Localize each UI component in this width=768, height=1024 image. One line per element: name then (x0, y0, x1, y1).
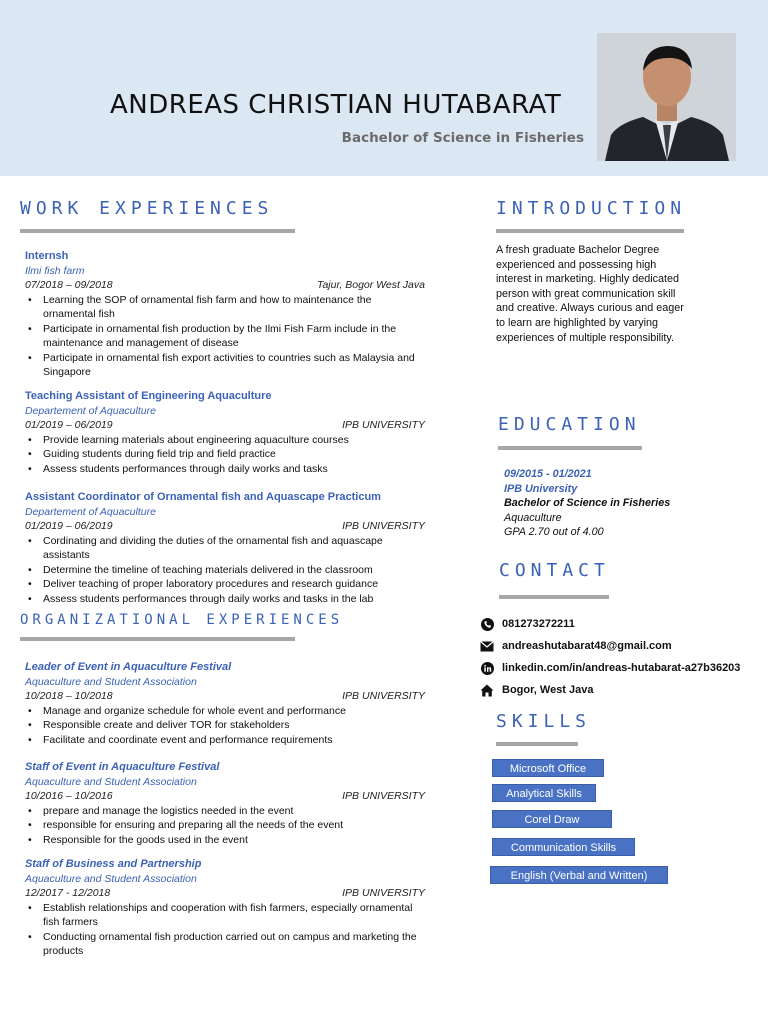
entry-bullets (25, 804, 425, 848)
contact-title: CONTACT (499, 560, 610, 581)
home-icon (480, 683, 494, 697)
entry-date: 01/2019 – 06/2019 (25, 419, 113, 431)
entry-bullets (25, 534, 425, 607)
entry-meta (25, 789, 425, 804)
bullet-item: • Responsible for the goods used in the event (25, 833, 425, 848)
entry-location: Tajur, Bogor West Java (317, 279, 425, 291)
bullet-item: • Establish relationships and cooperation with fish farmers, especially ornamental fish farmers (25, 901, 425, 930)
bullet-item: • Participate in ornamental fish export activities to countries such as Malaysia and Singapore (25, 351, 425, 380)
entry-organization: Departement of Aquaculture (25, 404, 156, 417)
intro-title-rule (496, 229, 684, 233)
candidate-degree: Bachelor of Science in Fisheries (341, 130, 584, 146)
entry-date: 01/2019 – 06/2019 (25, 520, 113, 532)
work-entry (25, 490, 425, 606)
bullet-item: • Manage and organize schedule for whole event and performance (25, 704, 425, 719)
contact-location (480, 683, 594, 697)
bullet-item: • Learning the SOP of ornamental fish farm and how to maintenance the ornamental fish (25, 293, 425, 322)
entry-location: IPB UNIVERSITY (342, 887, 425, 899)
entry-date: 10/2016 – 10/2016 (25, 790, 113, 802)
education-date: 09/2015 - 01/2021 (504, 468, 592, 480)
contact-linkedin (480, 661, 740, 675)
entry-title: Staff of Event in Aquaculture Festival (25, 761, 220, 773)
org-entry (25, 660, 425, 747)
entry-bullets (25, 704, 425, 748)
entry-organization: Departement of Aquaculture (25, 505, 156, 518)
bullet-item: • Deliver teaching of proper laboratory procedures and research guidance (25, 577, 425, 592)
introduction-title: INTRODUCTION (496, 198, 687, 219)
org-entry (25, 760, 425, 847)
entry-title: Teaching Assistant of Engineering Aquaculture (25, 390, 272, 402)
education-title: EDUCATION (498, 414, 641, 435)
education-school: IPB University (504, 482, 578, 495)
skills-title: SKILLS (496, 711, 592, 732)
entry-location: IPB UNIVERSITY (342, 419, 425, 431)
phone-icon (480, 617, 494, 631)
entry-meta (25, 886, 425, 901)
education-title-rule (498, 446, 642, 450)
contact-email (480, 639, 672, 653)
entry-location: IPB UNIVERSITY (342, 690, 425, 702)
location-text: Bogor, West Java (502, 684, 594, 696)
entry-bullets (25, 901, 425, 959)
linkedin-icon (480, 661, 494, 675)
bullet-item: • Conducting ornamental fish production carried out on campus and marketing the products (25, 930, 425, 959)
skill-badge: Microsoft Office (492, 759, 604, 777)
education-major: Aquaculture (504, 511, 562, 524)
bullet-item: • prepare and manage the logistics needed in the event (25, 804, 425, 819)
skill-badge: Analytical Skills (492, 784, 596, 802)
education-gpa: GPA 2.70 out of 4.00 (504, 526, 604, 539)
entry-title: Staff of Business and Partnership (25, 858, 202, 870)
profile-photo (597, 33, 736, 161)
entry-title: Leader of Event in Aquaculture Festival (25, 661, 232, 673)
entry-organization: Aquaculture and Student Association (25, 872, 197, 885)
skill-badge: Communication Skills (492, 838, 635, 856)
candidate-name: ANDREAS CHRISTIAN HUTABARAT (110, 90, 562, 120)
entry-meta (25, 418, 425, 433)
entry-organization: Aquaculture and Student Association (25, 775, 197, 788)
bullet-item: • Assess students performances through daily works and tasks in the lab (25, 592, 425, 607)
entry-date: 12/2017 - 12/2018 (25, 887, 111, 899)
bullet-item: • Provide learning materials about engineering aquaculture courses (25, 433, 425, 448)
work-entry (25, 389, 425, 476)
bullet-item: • Participate in ornamental fish production by the Ilmi Fish Farm include in the maintenance and management of disease (25, 322, 425, 351)
entry-date: 10/2018 – 10/2018 (25, 690, 113, 702)
contact-title-rule (499, 595, 609, 599)
entry-bullets (25, 433, 425, 477)
linkedin-url[interactable]: linkedin.com/in/andreas-hutabarat-a27b36203 (502, 662, 741, 674)
envelope-icon (480, 639, 494, 653)
entry-title: Assistant Coordinator of Ornamental fish and Aquascape Practicum (25, 491, 381, 503)
bullet-item: • Responsible create and deliver TOR for stakeholders (25, 718, 425, 733)
education-block (504, 467, 670, 540)
bullet-item: • Cordinating and dividing the duties of the ornamental fish and aquascape assistants (25, 534, 425, 563)
work-title-rule (20, 229, 295, 233)
entry-title: Internsh (25, 250, 69, 262)
bullet-item: • Determine the timeline of teaching materials delivered in the classroom (25, 563, 425, 578)
entry-bullets (25, 293, 425, 380)
skill-badge: English (Verbal and Written) (490, 866, 668, 884)
skills-title-rule (496, 742, 578, 746)
bullet-item: • responsible for ensuring and preparing all the needs of the event (25, 818, 425, 833)
work-experiences-title: WORK EXPERIENCES (20, 198, 274, 219)
introduction-text: A fresh graduate Bachelor Degree experienced and possessing high interest in marketing. Highly dedicated person with great communication skill and creative. Always curious and eager to learn are highlighted by varying experiences of multiple responsibility. (496, 244, 684, 344)
entry-organization: Ilmi fish farm (25, 264, 85, 277)
organizational-experiences-title: ORGANIZATIONAL EXPERIENCES (20, 612, 344, 628)
bullet-item: • Assess students performances through daily works and tasks (25, 462, 425, 477)
skill-badge: Corel Draw (492, 810, 612, 828)
org-title-rule (20, 637, 295, 641)
person-portrait-icon (597, 33, 736, 161)
bullet-item: • Facilitate and coordinate event and performance requirements (25, 733, 425, 748)
entry-date: 07/2018 – 09/2018 (25, 279, 113, 291)
entry-organization: Aquaculture and Student Association (25, 675, 197, 688)
bullet-item: • Guiding students during field trip and field practice (25, 447, 425, 462)
phone-number: 081273272211 (502, 618, 575, 630)
entry-location: IPB UNIVERSITY (342, 790, 425, 802)
education-degree: Bachelor of Science in Fisheries (504, 497, 671, 510)
email-address[interactable]: andreashutabarat48@gmail.com (502, 640, 672, 652)
contact-phone (480, 617, 575, 631)
entry-meta (25, 519, 425, 534)
org-entry (25, 857, 425, 959)
entry-location: IPB UNIVERSITY (342, 520, 425, 532)
work-entry (25, 249, 425, 380)
entry-meta (25, 689, 425, 704)
entry-meta (25, 278, 425, 293)
